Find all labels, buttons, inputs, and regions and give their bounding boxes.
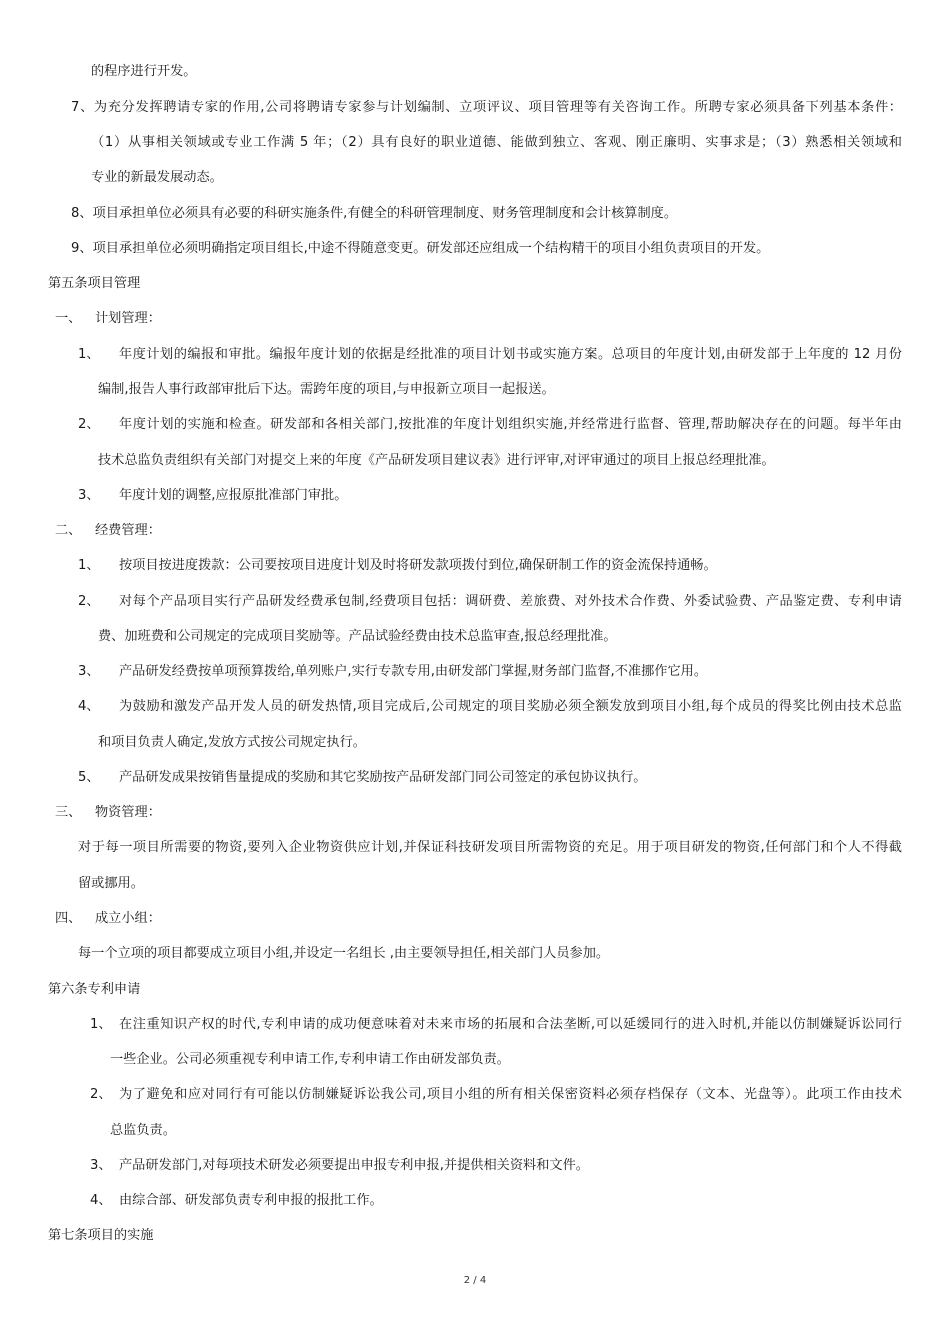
section-heading: 第七条项目的实施 [48,1228,154,1243]
list-item: 对每个产品项目实行产品研发经费承包制,经费项目包括：调研费、差旅费、对外技术合作费、外委试验费、产品鉴定费、专利申请 [119,594,902,609]
paragraph-line: 和项目负责人确定,发放方式按公司规定执行。 [98,735,366,750]
list-marker: 5、 [78,770,100,785]
list-marker: 4、 [78,699,100,714]
list-item: 为鼓励和激发产品开发人员的研发热情,项目完成后,公司规定的项目奖励必须全额发放到项目小组,每个成员的得奖比例由技术总监 [119,699,902,714]
paragraph-line: 专业的新最发展动态。 [91,170,223,185]
subsection-heading: 计划管理： [95,311,161,326]
list-marker: 1、 [78,558,100,573]
paragraph-line: 总监负责。 [110,1123,176,1138]
list-item: 年度计划的编报和审批。编报年度计划的依据是经批准的项目计划书或实施方案。总项目的年度计划,由研发部于上年度的 12 月份 [119,347,902,362]
list-item-8: 8、项目承担单位必须具有必要的科研实施条件,有健全的科研管理制度、财务管理制度和会计核算制度。 [71,206,678,221]
list-marker: 一、 [55,311,82,326]
paragraph-line: 对于每一项目所需要的物资,要列入企业物资供应计划,并保证科技研发项目所需物资的充足。用于项目研发的物资,任何部门和个人不得截 [78,840,902,855]
paragraph-line: 留或挪用。 [78,876,144,891]
paragraph-line: 一些企业。公司必须重视专利申请工作,专利申请工作由研发部负责。 [110,1052,510,1067]
paragraph-line: （1）从事相关领域或专业工作满 5 年；（2）具有良好的职业道德、能做到独立、客观、刚正廉明、实事求是；（3）熟悉相关领域和 [91,135,902,150]
list-marker: 3、 [90,1158,112,1173]
list-marker: 三、 [55,805,82,820]
list-item: 按项目按进度拨款：公司要按项目进度计划及时将研发款项拨付到位,确保研制工作的资金流保持通畅。 [119,558,717,573]
list-marker: 3、 [78,488,100,503]
subsection-heading: 经费管理： [95,523,161,538]
list-item: 产品研发经费按单项预算拨给,单列账户,实行专款专用,由研发部门掌握,财务部门监督,不准挪作它用。 [119,664,708,679]
list-item: 产品研发成果按销售量提成的奖励和其它奖励按产品研发部门同公司签定的承包协议执行。 [119,770,647,785]
paragraph-line: 的程序进行开发。 [91,64,197,79]
subsection-heading: 物资管理： [95,805,161,820]
list-item: 年度计划的调整,应报原批准部门审批。 [119,488,348,503]
list-marker: 2、 [78,417,100,432]
section-heading: 第五条项目管理 [48,276,141,291]
section-heading: 第六条专利申请 [48,982,141,997]
paragraph-line: 技术总监负责组织有关部门对提交上来的年度《产品研发项目建议表》进行评审,对评审通过的项目上报总经理批准。 [98,453,775,468]
list-marker: 3、 [78,664,100,679]
list-marker: 4、 [90,1193,112,1208]
list-item-9: 9、项目承担单位必须明确指定项目组长,中途不得随意变更。研发部还应组成一个结构精干的项目小组负责项目的开发。 [71,241,770,256]
subsection-heading: 成立小组： [95,911,161,926]
page-number: 2 / 4 [463,1275,487,1286]
list-marker: 1、 [90,1017,112,1032]
list-marker: 二、 [55,523,82,538]
list-item-7: 7、为充分发挥聘请专家的作用,公司将聘请专家参与计划编制、立项评议、项目管理等有关咨询工作。所聘专家必须具备下列基本条件： [71,100,902,115]
paragraph-line: 每一个立项的项目都要成立项目小组,并设定一名组长 ,由主要领导担任,相关部门人员参加。 [78,946,610,961]
paragraph-line: 编制,报告人事行政部审批后下达。需跨年度的项目,与申报新立项目一起报送。 [98,382,555,397]
list-marker: 2、 [90,1087,112,1102]
list-marker: 1、 [78,347,100,362]
list-item: 产品研发部门,对每项技术研发必须要提出申报专利申报,并提供相关资料和文件。 [119,1158,589,1173]
list-marker: 四、 [55,911,82,926]
list-marker: 2、 [78,594,100,609]
list-item: 年度计划的实施和检查。研发部和各相关部门,按批准的年度计划组织实施,并经常进行监督、管理,帮助解决存在的问题。每半年由 [119,417,902,432]
list-item: 由综合部、研发部负责专利申报的报批工作。 [119,1193,383,1208]
list-item: 为了避免和应对同行有可能以仿制嫌疑诉讼我公司,项目小组的所有相关保密资料必须存档保存（文本、光盘等）。此项工作由技术 [119,1087,902,1102]
list-item: 在注重知识产权的时代,专利申请的成功便意味着对未来市场的拓展和合法垄断,可以延缓同行的进入时机,并能以仿制嫌疑诉讼同行 [119,1017,902,1032]
paragraph-line: 费、加班费和公司规定的完成项目奖励等。产品试验经费由技术总监审查,报总经理批准。 [98,629,617,644]
